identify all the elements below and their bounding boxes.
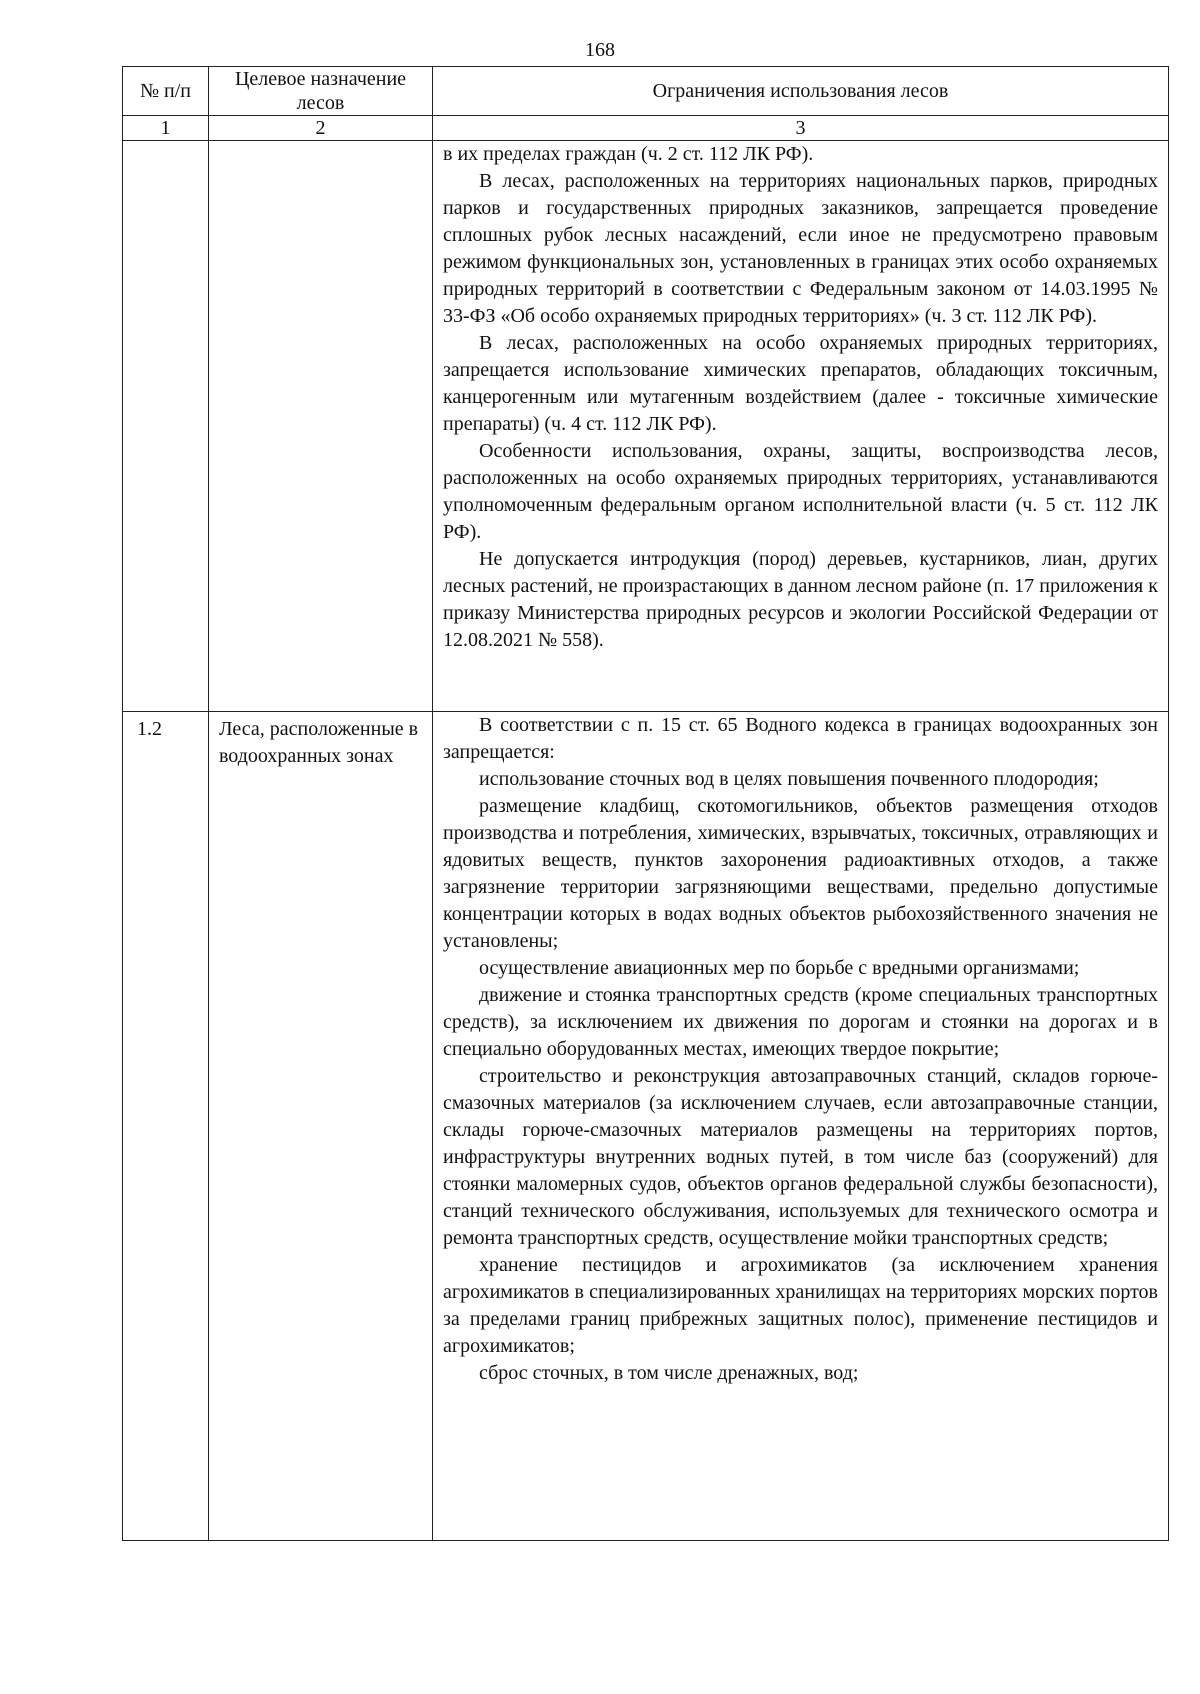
restriction-paragraph: сброс сточных, в том числе дренажных, вод; <box>479 1362 859 1384</box>
restriction-paragraph: В лесах, расположенных на особо охраняемых природных территориях, запрещается использование химических препаратов, обладающих токсичным, канцерогенным или мутагенным воздействием (далее - токсичные химические препараты) (ч. 4 ст. 112 ЛК РФ). <box>443 332 1158 435</box>
restrictions-cell <box>433 141 1169 712</box>
forest-purpose: Леса, расположенные в водоохранных зонах <box>219 718 419 767</box>
column-number-2: 2 <box>209 116 433 141</box>
page-number: 168 <box>585 39 615 61</box>
restriction-paragraph: движение и стоянка транспортных средств (кроме специальных транспортных средств), за исключением их движения по дорогам и стоянки на дорогах и в специально оборудованных местах, имеющих твердое покрытие; <box>443 984 1158 1060</box>
restriction-paragraph: размещение кладбищ, скотомогильников, объектов размещения отходов производства и потребления, химических, взрывчатых, токсичных, отравляющих и ядовитых веществ, пунктов захоронения радиоактивных отходов, а также загрязнение территории загрязняющими веществами, предельно допустимые концентрации которых в водах водных объектов рыбохозяйственного значения не установлены; <box>443 795 1158 952</box>
restriction-paragraph: осуществление авиационных мер по борьбе с вредными организмами; <box>479 957 1080 979</box>
table-header-row <box>123 67 1169 116</box>
column-number-row <box>123 116 1169 141</box>
forest-purpose-cell <box>209 712 433 1541</box>
forest-purpose <box>209 141 432 145</box>
restrictions-cell <box>433 712 1169 1541</box>
column-number-3: 3 <box>433 116 1169 141</box>
restrictions-table <box>122 66 1169 1541</box>
table-row <box>123 141 1169 712</box>
restriction-paragraph: В лесах, расположенных на территориях национальных парков, природных парков и государственных природных заказников, запрещается проведение сплошных рубок лесных насаждений, если иное не предусмотрено правовым режимом функциональных зон, установленных в границах этих особо охраняемых природных территорий в соответствии с Федеральным законом от 14.03.1995 № 33-ФЗ «Об особо охраняемых природных территориях» (ч. 3 ст. 112 ЛК РФ). <box>443 170 1158 327</box>
header-restrictions: Ограничения использования лесов <box>433 67 1169 116</box>
restriction-paragraph: Не допускается интродукция (пород) деревьев, кустарников, лиан, других лесных растений, не произрастающих в данном лесном районе (п. 17 приложения к приказу Министерства природных ресурсов и экологии Российской Федерации от 12.08.2021 № 558). <box>443 548 1158 651</box>
restriction-paragraph: хранение пестицидов и агрохимикатов (за исключением хранения агрохимикатов в специализированных хранилищах на территориях морских портов за пределами границ прибрежных защитных полос), применение пестицидов и агрохимикатов; <box>443 1254 1158 1357</box>
forest-purpose-cell <box>209 141 433 712</box>
row-number <box>123 141 208 145</box>
restriction-paragraph: в их пределах граждан (ч. 2 ст. 112 ЛК РФ). <box>443 143 814 165</box>
row-number-cell <box>123 712 209 1541</box>
restriction-paragraph: использование сточных вод в целях повышения почвенного плодородия; <box>479 768 1099 790</box>
restriction-paragraph: Особенности использования, охраны, защиты, воспроизводства лесов, расположенных на особо охраняемых природных территориях, устанавливаются уполномоченным федеральным органом исполнительной власти (ч. 5 ст. 112 ЛК РФ). <box>443 440 1158 543</box>
header-number: № п/п <box>123 67 209 116</box>
restriction-paragraph: В соответствии с п. 15 ст. 65 Водного кодекса в границах водоохранных зон запрещается: <box>443 714 1158 763</box>
restriction-paragraph: строительство и реконструкция автозаправочных станций, складов горюче-смазочных материалов (за исключением случаев, если автозаправочные станции, склады горюче-смазочных материалов размещены на территориях портов, инфраструктуры внутренних водных путей, в том числе баз (сооружений) для стоянки маломерных судов, объектов органов федеральной службы безопасности), станций технического обслуживания, используемых для технического осмотра и ремонта транспортных средств, осуществление мойки транспортных средств; <box>443 1065 1158 1249</box>
column-number-1: 1 <box>123 116 209 141</box>
row-number: 1.2 <box>137 718 162 740</box>
row-number-cell <box>123 141 209 712</box>
table-row <box>123 712 1169 1541</box>
header-forest-purpose: Целевое назначение лесов <box>209 67 433 116</box>
